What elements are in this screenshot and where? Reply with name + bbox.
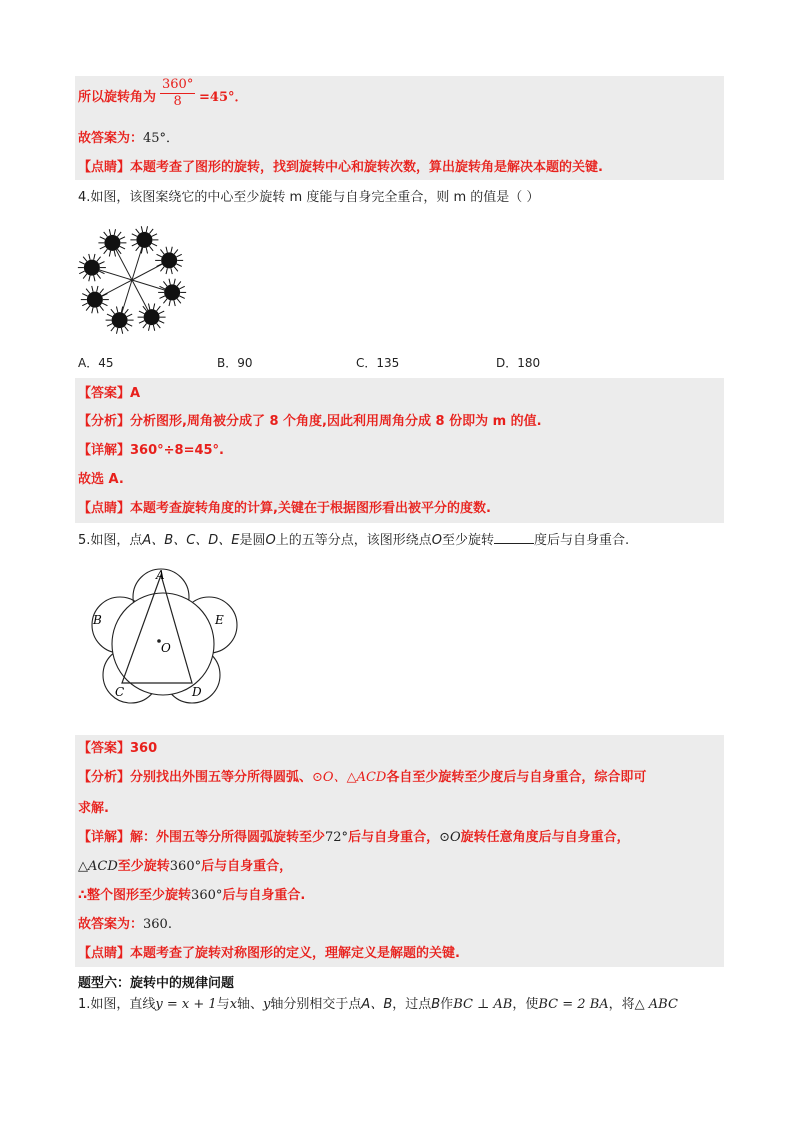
q4-figure [72, 220, 192, 340]
section-heading: 题型六：旋转中的规律问题 [78, 976, 235, 991]
detail-part: 后与自身重合， [201, 859, 293, 874]
analysis-part: 【分析】分别找出外围五等分所得圆弧、 [78, 770, 313, 785]
q1-part: 作 [440, 997, 454, 1012]
label-a: A [156, 568, 165, 582]
fraction-denominator: 8 [173, 94, 182, 109]
detail-part: ∴整个图形至少旋转 [78, 888, 192, 903]
q1-equation: BC = 2 BA [538, 997, 609, 1012]
fraction-numerator: 360° [162, 77, 194, 92]
detail-part: 后与自身重合. [222, 888, 306, 903]
q4-option-c[interactable]: C．135 [356, 356, 400, 370]
q4-detail: 【详解】360°÷8=45°. [78, 443, 224, 458]
spiky-dot [81, 286, 109, 313]
label-o: O [161, 641, 171, 655]
q5-detail-1 [78, 829, 630, 847]
spiky-dot [98, 229, 126, 256]
q5-figure [78, 562, 248, 732]
label-e: E [215, 613, 224, 627]
q1-equation: BC ⊥ AB [453, 997, 513, 1012]
q4-choose: 故选 A. [78, 472, 124, 487]
analysis-symbols: ⊙O、△ACD [312, 770, 387, 785]
q5-stem-points: A、B、C、D、E [142, 533, 240, 548]
q5-stem [78, 531, 629, 550]
detail-angle: 360° [191, 888, 223, 903]
q5-stem-part: 5.如图，点 [78, 533, 143, 548]
q4-spokes [92, 240, 172, 320]
final-answer-value: 360. [143, 917, 172, 932]
q4-option-b[interactable]: B．90 [217, 356, 253, 370]
q1-part: ，过点 [392, 997, 432, 1012]
q4-analysis: 【分析】分析图形,周角被分成了 8 个角度,因此利用周角分成 8 份即为 m 的值. [78, 414, 542, 429]
final-answer-label: 故答案为： [78, 917, 144, 932]
q1-part: ，使 [512, 997, 539, 1012]
label-c: C [115, 685, 125, 699]
section6-q1-stem [78, 996, 678, 1014]
q5-detail-3 [78, 887, 305, 905]
prev-rotation-prefix: 所以旋转角为 [78, 90, 157, 105]
spiky-dot [78, 254, 106, 281]
q5-stem-o: O [265, 533, 276, 548]
prev-rotation-suffix: =45°． [199, 90, 248, 105]
detail-angle: 360° [169, 859, 202, 874]
label-b: B [93, 613, 102, 627]
q5-stem-part: 是圆 [239, 533, 266, 548]
q4-option-d[interactable]: D．180 [496, 356, 541, 370]
q4-comment: 【点睛】本题考查旋转角度的计算,关键在于根据图形看出被平分的度数. [78, 501, 491, 516]
q1-part: ，将 [608, 997, 635, 1012]
prev-rotation-suffix-line [199, 89, 247, 107]
q5-answer: 【答案】360 [78, 741, 158, 756]
label-d: D [192, 685, 202, 699]
q5-stem-part: 至少旋转 [442, 533, 495, 548]
q1-part: 轴、 [237, 997, 264, 1012]
prev-final-answer [78, 130, 179, 148]
q1-symbol: x [229, 997, 238, 1012]
spiky-dot [130, 226, 158, 253]
q5-analysis [78, 769, 646, 787]
prev-comment: 【点睛】本题考查了图形的旋转，找到旋转中心和旋转次数，算出旋转角是解决本题的关键. [78, 160, 603, 175]
q5-stem-part: 度后与自身重合. [534, 533, 630, 548]
detail-circle: ⊙O [439, 830, 461, 845]
spiky-dot [106, 306, 134, 333]
q1-part: 1.如图，直线 [78, 997, 156, 1012]
q5-stem-o: O [431, 533, 443, 548]
q4-answer: 【答案】A [78, 386, 141, 401]
q5-final-answer [78, 916, 172, 934]
q4-option-a[interactable]: A．45 [78, 356, 114, 370]
analysis-part: 各自至少旋转至少度后与自身重合，综合即可 [386, 770, 647, 785]
prev-rotation-line [78, 89, 156, 107]
q1-symbol: y [263, 997, 271, 1012]
q1-part: 轴分别相交于点 [270, 997, 362, 1012]
final-answer-value: 45°． [143, 131, 180, 146]
q5-stem-part: 上的五等分点，该图形绕点 [275, 533, 432, 548]
q1-equation: y = x + 1 [155, 997, 217, 1012]
q5-analysis-cont: 求解. [78, 801, 109, 816]
detail-part: 后与自身重合， [348, 830, 440, 845]
detail-triangle: △ACD [78, 859, 118, 874]
q1-symbol: B [431, 997, 441, 1012]
q5-detail-2 [78, 858, 292, 876]
prev-fraction [160, 77, 195, 110]
q5-comment: 【点睛】本题考查了旋转对称图形的定义，理解定义是解题的关键. [78, 946, 460, 961]
q1-part: 与 [216, 997, 230, 1012]
q1-symbol: A、B [361, 997, 393, 1012]
spiky-dot [138, 303, 166, 330]
final-answer-label: 故答案为： [78, 131, 144, 146]
q1-equation: △ ABC [634, 997, 678, 1012]
detail-angle: 72° [325, 830, 349, 845]
detail-part: 旋转任意角度后与自身重合， [460, 830, 630, 845]
detail-part: 【详解】解：外围五等分所得圆弧旋转至少 [78, 830, 326, 845]
spiky-dot [155, 247, 183, 274]
spiky-dot [158, 279, 186, 306]
q4-stem: 4.如图，该图案绕它的中心至少旋转 m 度能与自身完全重合，则 m 的值是（ ） [78, 190, 540, 205]
answer-blank[interactable] [494, 531, 534, 544]
detail-part: 至少旋转 [117, 859, 170, 874]
